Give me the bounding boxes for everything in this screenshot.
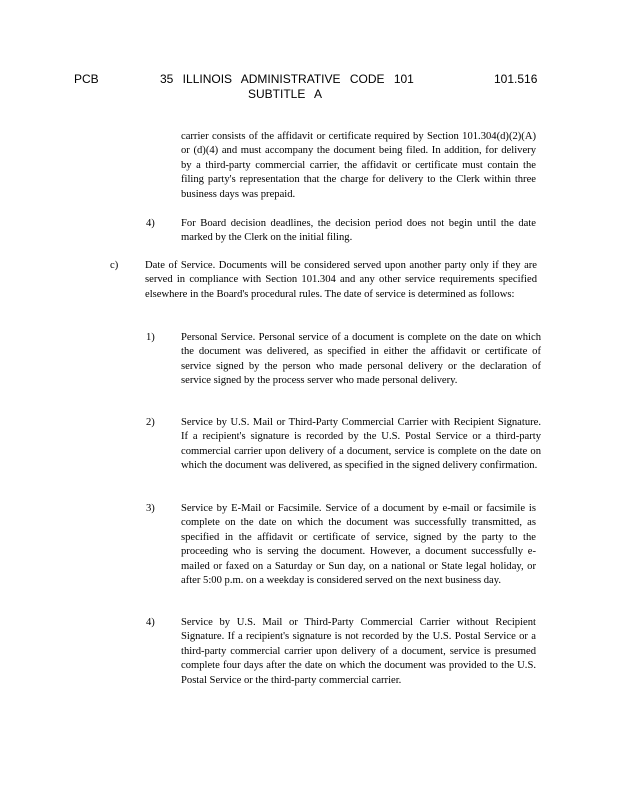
continuation-paragraph: carrier consists of the affidavit or certificate required by Section 101.304(d)(2)(A) or (d)(4) and must accompany the document being filed. In addition, for delivery by a third-party commercial carrier, the affidavit or certificate must contain the filing party's representation that the charge for delivery to the Clerk within three business days was prepaid. [181,131,536,200]
item-mail-with-signature-text: Service by U.S. Mail or Third-Party Commercial Carrier with Recipient Signature. If a recipient's signature is recorded by the U.S. Postal Service or a third-party commercial carrier upon delivery of a document, service is complete on the date on which the document was delivered, as specified in the signed delivery confirmation. [181,417,541,472]
item-label: 2) [146,417,155,428]
item-personal-service-text: Personal Service. Personal service of a document is complete on the date on which the document was delivered, as specified in either the affidavit or certificate of service signed by the person who made personal delivery or the declaration of service signed by the process server who made personal delivery. [181,332,541,387]
header-center-line1: 35 ILLINOIS ADMINISTRATIVE CODE 101 [160,72,414,86]
item-email-fax-text: Service by E-Mail or Facsimile. Service of a document by e-mail or facsimile is complete on the date on which the document was successfully transmitted, as specified in the affidavit or certificate of service, signed by the party to the proceeding who is serving the document. However, a document successfully e-mailed or faxed on a Saturday or Sun day, on a national or State legal holiday, or after 5:00 p.m. on a weekday is considered served on the next business day. [181,503,536,587]
item-label: 3) [146,503,155,514]
header-right: 101.516 [494,72,538,86]
item-decision-deadlines-text: For Board decision deadlines, the decision period does not begin until the date marked by the Clerk on the initial filing. [181,218,536,244]
header-left: PCB [74,72,99,86]
section-date-of-service-text: Date of Service. Documents will be considered served upon another party only if they are served in compliance with Section 101.304 and any other service requirements specified elsewhere in the Board's procedural rules. The date of service is determined as follows: [145,260,537,300]
item-label: 4) [146,218,155,229]
section-label: c) [110,260,119,271]
item-label: 4) [146,617,155,628]
item-mail-without-signature-text: Service by U.S. Mail or Third-Party Commercial Carrier without Recipient Signature. If a recipient's signature is not recorded by the U.S. Postal Service or a third-party commercial carrier upon delivery of a document, service is presumed complete four days after the date on which the document was provided to the U.S. Postal Service or the third-party commercial carrier. [181,617,536,686]
item-label: 1) [146,332,155,343]
header-center-line2: SUBTITLE A [247,87,323,101]
